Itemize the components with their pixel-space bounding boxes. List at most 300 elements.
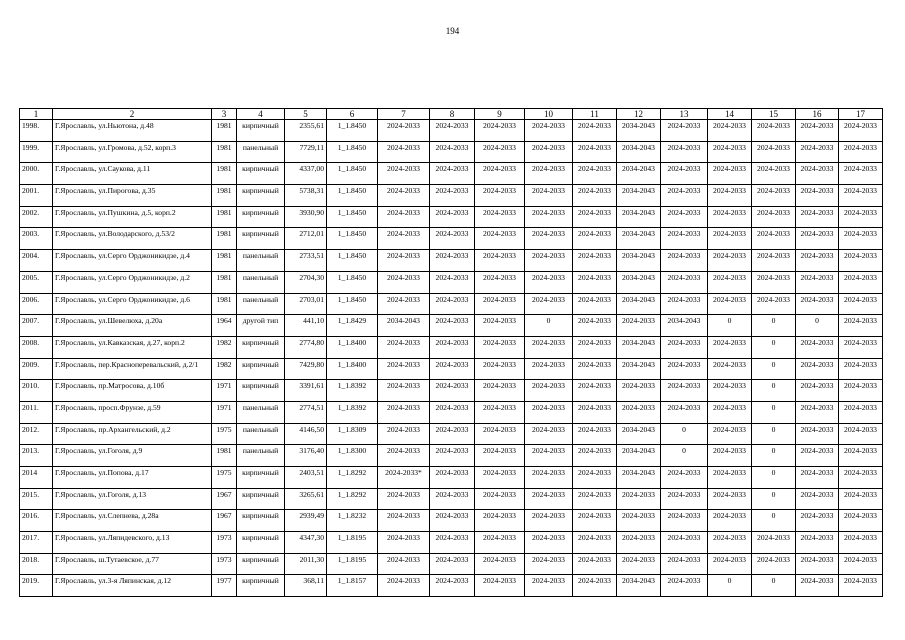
work-period-cell: 2024-2033: [708, 336, 752, 358]
work-period-cell: 2034-2043: [617, 206, 661, 228]
address-cell: Г.Ярославль, ул.Пушкина, д.5, корп.2: [53, 206, 212, 228]
work-period-cell: 2024-2033: [573, 423, 617, 445]
work-period-cell: 2024-2033: [573, 141, 617, 163]
work-period-cell: 2024-2033: [525, 163, 573, 185]
work-period-cell: 2024-2033: [525, 271, 573, 293]
work-period-cell: 2024-2033: [430, 510, 475, 532]
column-number-header: 6: [327, 109, 378, 120]
address-cell: Г.Ярославль, ул.Ляпидевского, д.13: [53, 532, 212, 554]
table-row: [20, 315, 883, 337]
work-period-cell: 2024-2033: [839, 206, 883, 228]
work-period-cell: 2024-2033: [430, 401, 475, 423]
year-cell: 1971: [212, 380, 237, 402]
work-period-cell: 2024-2033: [617, 380, 661, 402]
work-period-cell: 2024-2033: [661, 271, 708, 293]
work-period-cell: 2024-2033: [573, 163, 617, 185]
priority-code-cell: 1_1.8157: [327, 575, 378, 597]
work-period-cell: 2024-2033: [839, 315, 883, 337]
wall-type-cell: панельный: [237, 423, 285, 445]
year-cell: 1981: [212, 120, 237, 142]
work-period-cell: 2024-2033: [796, 163, 839, 185]
work-period-cell: 2024-2033: [573, 185, 617, 207]
work-period-cell: 2024-2033: [708, 401, 752, 423]
wall-type-cell: другой тип: [237, 315, 285, 337]
address-cell: Г.Ярославль, пр.Матросова, д.10б: [53, 380, 212, 402]
work-period-cell: 2024-2033: [796, 488, 839, 510]
priority-code-cell: 1_1.8292: [327, 488, 378, 510]
work-period-cell: 2024-2033: [573, 445, 617, 467]
work-period-cell: 2024-2033: [378, 336, 430, 358]
work-period-cell: 2024-2033: [430, 575, 475, 597]
column-number-header: 12: [617, 109, 661, 120]
work-period-cell: 2024-2033: [752, 271, 796, 293]
work-period-cell: 2024-2033: [525, 293, 573, 315]
work-period-cell: 0: [752, 401, 796, 423]
work-period-cell: 2024-2033: [752, 553, 796, 575]
address-cell: Г.Ярославль, ул.Ньютона, д.48: [53, 120, 212, 142]
year-cell: 1975: [212, 467, 237, 489]
work-period-cell: 2024-2033: [573, 380, 617, 402]
wall-type-cell: панельный: [237, 293, 285, 315]
work-period-cell: 2024-2033: [378, 228, 430, 250]
address-cell: Г.Ярославль, ул.3-я Ляпинская, д.12: [53, 575, 212, 597]
area-cell: 7729,11: [285, 141, 327, 163]
work-period-cell: 2024-2033: [661, 553, 708, 575]
wall-type-cell: панельный: [237, 271, 285, 293]
work-period-cell: 2024-2033: [796, 423, 839, 445]
work-period-cell: 2024-2033: [430, 445, 475, 467]
work-period-cell: 2024-2033: [475, 315, 525, 337]
work-period-cell: 0: [661, 423, 708, 445]
work-period-cell: 2024-2033: [525, 510, 573, 532]
work-period-cell: 2024-2033: [839, 401, 883, 423]
work-period-cell: 2024-2033: [796, 250, 839, 272]
table-body: [20, 120, 883, 597]
year-cell: 1967: [212, 510, 237, 532]
work-period-cell: 2024-2033: [617, 488, 661, 510]
column-number-header: 16: [796, 109, 839, 120]
work-period-cell: 2024-2033: [839, 510, 883, 532]
area-cell: 3391,61: [285, 380, 327, 402]
wall-type-cell: кирпичный: [237, 510, 285, 532]
work-period-cell: 2024-2033: [430, 380, 475, 402]
table-row: [20, 488, 883, 510]
priority-code-cell: 1_1.8450: [327, 250, 378, 272]
work-period-cell: 0: [661, 445, 708, 467]
work-period-cell: 2024-2033: [661, 163, 708, 185]
row-number-cell: 2015.: [20, 488, 53, 510]
work-period-cell: 2034-2043: [617, 423, 661, 445]
row-number-cell: 2014: [20, 467, 53, 489]
work-period-cell: 2024-2033: [617, 510, 661, 532]
work-period-cell: 2024-2033: [475, 423, 525, 445]
wall-type-cell: кирпичный: [237, 532, 285, 554]
year-cell: 1982: [212, 336, 237, 358]
table-row: [20, 228, 883, 250]
work-period-cell: 2024-2033: [708, 510, 752, 532]
priority-code-cell: 1_1.8309: [327, 423, 378, 445]
area-cell: 2939,49: [285, 510, 327, 532]
work-period-cell: 2034-2043: [617, 445, 661, 467]
work-period-cell: 2024-2033: [430, 271, 475, 293]
table-row: [20, 510, 883, 532]
work-period-cell: 2024-2033: [573, 206, 617, 228]
work-period-cell: 2024-2033: [378, 510, 430, 532]
work-period-cell: 2024-2033: [475, 380, 525, 402]
work-period-cell: 2024-2033: [617, 401, 661, 423]
work-period-cell: 2034-2043: [617, 250, 661, 272]
work-period-cell: 2024-2033: [708, 293, 752, 315]
work-period-cell: 2024-2033: [378, 445, 430, 467]
column-number-header: 5: [285, 109, 327, 120]
table-row: [20, 336, 883, 358]
wall-type-cell: кирпичный: [237, 163, 285, 185]
work-period-cell: 2024-2033: [796, 206, 839, 228]
work-period-cell: 2024-2033: [752, 293, 796, 315]
work-period-cell: 2024-2033: [430, 553, 475, 575]
work-period-cell: 2024-2033: [573, 575, 617, 597]
column-number-header: 7: [378, 109, 430, 120]
column-number-header: 15: [752, 109, 796, 120]
table-row: [20, 358, 883, 380]
work-period-cell: 0: [752, 445, 796, 467]
priority-code-cell: 1_1.8195: [327, 553, 378, 575]
wall-type-cell: кирпичный: [237, 488, 285, 510]
row-number-cell: 2008.: [20, 336, 53, 358]
work-period-cell: 2024-2033: [525, 336, 573, 358]
work-period-cell: 2024-2033: [378, 271, 430, 293]
year-cell: 1981: [212, 228, 237, 250]
priority-code-cell: 1_1.8400: [327, 358, 378, 380]
table-row: [20, 553, 883, 575]
row-number-cell: 2002.: [20, 206, 53, 228]
year-cell: 1981: [212, 185, 237, 207]
work-period-cell: 2024-2033: [378, 380, 430, 402]
work-period-cell: 2024-2033: [752, 206, 796, 228]
work-period-cell: 0: [752, 575, 796, 597]
priority-code-cell: 1_1.8450: [327, 293, 378, 315]
work-period-cell: 2024-2033: [839, 271, 883, 293]
work-period-cell: 2024-2033: [839, 185, 883, 207]
work-period-cell: 0: [752, 336, 796, 358]
work-period-cell: 2024-2033: [573, 532, 617, 554]
work-period-cell: 2024-2033: [475, 141, 525, 163]
work-period-cell: 2024-2033: [796, 228, 839, 250]
year-cell: 1981: [212, 206, 237, 228]
work-period-cell: 2024-2033: [708, 488, 752, 510]
work-period-cell: 2024-2033: [708, 250, 752, 272]
column-number-header: 13: [661, 109, 708, 120]
work-period-cell: 2024-2033: [430, 488, 475, 510]
work-period-cell: 2024-2033: [708, 206, 752, 228]
work-period-cell: 2024-2033: [708, 228, 752, 250]
work-period-cell: 0: [525, 315, 573, 337]
work-period-cell: 2024-2033: [430, 315, 475, 337]
work-period-cell: 2024-2033: [525, 120, 573, 142]
work-period-cell: 2024-2033: [661, 358, 708, 380]
work-period-cell: 2024-2033: [661, 532, 708, 554]
work-period-cell: 0: [752, 380, 796, 402]
work-period-cell: 2024-2033: [796, 575, 839, 597]
work-period-cell: 2024-2033: [708, 553, 752, 575]
address-cell: Г.Ярославль, ул.Володарского, д.53/2: [53, 228, 212, 250]
wall-type-cell: кирпичный: [237, 358, 285, 380]
row-number-cell: 2011.: [20, 401, 53, 423]
area-cell: 2704,30: [285, 271, 327, 293]
priority-code-cell: 1_1.8292: [327, 467, 378, 489]
work-period-cell: 2034-2043: [378, 315, 430, 337]
work-period-cell: 2024-2033: [430, 293, 475, 315]
row-number-cell: 2018.: [20, 553, 53, 575]
work-period-cell: 2034-2043: [617, 228, 661, 250]
address-cell: Г.Ярославль, ул.Саукова, д.11: [53, 163, 212, 185]
work-period-cell: 2024-2033: [661, 575, 708, 597]
work-period-cell: 2024-2033: [839, 358, 883, 380]
area-cell: 2355,61: [285, 120, 327, 142]
work-period-cell: 2034-2043: [617, 293, 661, 315]
work-period-cell: 2024-2033: [525, 380, 573, 402]
work-period-cell: 2024-2033: [475, 488, 525, 510]
work-period-cell: 2024-2033: [378, 163, 430, 185]
work-period-cell: 2024-2033: [430, 185, 475, 207]
work-period-cell: 2024-2033: [475, 336, 525, 358]
work-period-cell: 2024-2033: [573, 315, 617, 337]
work-period-cell: 2024-2033: [752, 228, 796, 250]
work-period-cell: 0: [752, 467, 796, 489]
work-period-cell: 2024-2033: [708, 185, 752, 207]
work-period-cell: 2024-2033: [573, 271, 617, 293]
year-cell: 1981: [212, 250, 237, 272]
work-period-cell: 2024-2033: [708, 532, 752, 554]
work-period-cell: 2024-2033: [525, 228, 573, 250]
work-period-cell: 2024-2033: [796, 336, 839, 358]
address-cell: Г.Ярославль, ул.Серго Орджоникидзе, д.6: [53, 293, 212, 315]
work-period-cell: 2024-2033: [573, 401, 617, 423]
work-period-cell: 2024-2033: [475, 185, 525, 207]
work-period-cell: 2024-2033: [796, 510, 839, 532]
wall-type-cell: панельный: [237, 141, 285, 163]
row-number-cell: 2000.: [20, 163, 53, 185]
work-period-cell: 2024-2033: [661, 228, 708, 250]
work-period-cell: 2024-2033: [475, 293, 525, 315]
row-number-cell: 2004.: [20, 250, 53, 272]
wall-type-cell: панельный: [237, 250, 285, 272]
work-period-cell: 2024-2033: [525, 358, 573, 380]
housing-registry-table: [19, 108, 883, 597]
work-period-cell: 2024-2033: [752, 120, 796, 142]
work-period-cell: 0: [752, 510, 796, 532]
year-cell: 1971: [212, 401, 237, 423]
work-period-cell: 2024-2033: [839, 336, 883, 358]
work-period-cell: 2024-2033: [525, 423, 573, 445]
work-period-cell: 2024-2033: [525, 445, 573, 467]
work-period-cell: 2024-2033: [430, 336, 475, 358]
work-period-cell: 2024-2033: [475, 532, 525, 554]
table-row: [20, 250, 883, 272]
work-period-cell: 2024-2033: [475, 163, 525, 185]
row-number-cell: 2003.: [20, 228, 53, 250]
work-period-cell: 2024-2033: [475, 206, 525, 228]
work-period-cell: 2034-2043: [617, 141, 661, 163]
work-period-cell: 0: [752, 315, 796, 337]
wall-type-cell: кирпичный: [237, 575, 285, 597]
work-period-cell: 2024-2033: [573, 467, 617, 489]
work-period-cell: 2024-2033: [475, 228, 525, 250]
column-number-header: 10: [525, 109, 573, 120]
work-period-cell: 2024-2033: [661, 336, 708, 358]
work-period-cell: 2024-2033: [661, 141, 708, 163]
table-row: [20, 271, 883, 293]
work-period-cell: 2024-2033: [475, 358, 525, 380]
address-cell: Г.Ярославль, ул.Шевелюха, д.20а: [53, 315, 212, 337]
work-period-cell: 2024-2033: [475, 445, 525, 467]
work-period-cell: 2024-2033: [475, 510, 525, 532]
wall-type-cell: кирпичный: [237, 467, 285, 489]
work-period-cell: 2024-2033: [661, 488, 708, 510]
work-period-cell: 0: [752, 358, 796, 380]
work-period-cell: 2024-2033: [708, 163, 752, 185]
work-period-cell: 2024-2033: [708, 271, 752, 293]
work-period-cell: 2024-2033: [475, 401, 525, 423]
work-period-cell: 2024-2033: [839, 445, 883, 467]
work-period-cell: 2024-2033: [475, 120, 525, 142]
work-period-cell: 2024-2033: [661, 510, 708, 532]
work-period-cell: 2024-2033: [573, 510, 617, 532]
address-cell: Г.Ярославль, ул.Серго Орджоникидзе, д.2: [53, 271, 212, 293]
priority-code-cell: 1_1.8450: [327, 185, 378, 207]
table-row: [20, 467, 883, 489]
work-period-cell: 2024-2033: [752, 185, 796, 207]
work-period-cell: 2024-2033: [573, 336, 617, 358]
priority-code-cell: 1_1.8392: [327, 380, 378, 402]
work-period-cell: 2024-2033: [839, 228, 883, 250]
work-period-cell: 2024-2033: [573, 553, 617, 575]
work-period-cell: 2024-2033: [708, 141, 752, 163]
year-cell: 1967: [212, 488, 237, 510]
work-period-cell: 2024-2033: [525, 401, 573, 423]
work-period-cell: 2024-2033: [839, 467, 883, 489]
column-number-row: [20, 109, 883, 120]
area-cell: 7429,80: [285, 358, 327, 380]
row-number-cell: 2016.: [20, 510, 53, 532]
address-cell: Г.Ярославль, ул.Гоголя, д.9: [53, 445, 212, 467]
work-period-cell: 2024-2033: [661, 380, 708, 402]
table-row: [20, 445, 883, 467]
priority-code-cell: 1_1.8232: [327, 510, 378, 532]
priority-code-cell: 1_1.8450: [327, 228, 378, 250]
work-period-cell: 2024-2033: [796, 271, 839, 293]
wall-type-cell: панельный: [237, 445, 285, 467]
table-row: [20, 141, 883, 163]
priority-code-cell: 1_1.8400: [327, 336, 378, 358]
priority-code-cell: 1_1.8450: [327, 141, 378, 163]
priority-code-cell: 1_1.8300: [327, 445, 378, 467]
address-cell: Г.Ярославль, просп.Фрунзе, д.59: [53, 401, 212, 423]
row-number-cell: 2007.: [20, 315, 53, 337]
row-number-cell: 2005.: [20, 271, 53, 293]
work-period-cell: 2024-2033: [430, 358, 475, 380]
work-period-cell: 2024-2033: [573, 488, 617, 510]
area-cell: 4347,30: [285, 532, 327, 554]
work-period-cell: 2024-2033: [617, 532, 661, 554]
work-period-cell: 0: [708, 575, 752, 597]
work-period-cell: 2024-2033: [525, 467, 573, 489]
work-period-cell: 2024-2033: [525, 532, 573, 554]
work-period-cell: 2024-2033: [661, 401, 708, 423]
area-cell: 2011,30: [285, 553, 327, 575]
work-period-cell: 2024-2033: [378, 141, 430, 163]
wall-type-cell: кирпичный: [237, 553, 285, 575]
address-cell: Г.Ярославль, пер.Красноперевальский, д.2/1: [53, 358, 212, 380]
area-cell: 3930,90: [285, 206, 327, 228]
year-cell: 1977: [212, 575, 237, 597]
address-cell: Г.Ярославль, ул.Слепнева, д.28а: [53, 510, 212, 532]
work-period-cell: 2024-2033: [796, 401, 839, 423]
work-period-cell: 2024-2033: [661, 185, 708, 207]
row-number-cell: 1998.: [20, 120, 53, 142]
address-cell: Г.Ярославль, ул.Попова, д.17: [53, 467, 212, 489]
work-period-cell: 2024-2033: [796, 120, 839, 142]
work-period-cell: 2024-2033: [839, 120, 883, 142]
work-period-cell: 2024-2033: [378, 488, 430, 510]
work-period-cell: 2024-2033: [475, 575, 525, 597]
address-cell: Г.Ярославль, ул.Гоголя, д.13: [53, 488, 212, 510]
work-period-cell: 2024-2033: [708, 358, 752, 380]
table-row: [20, 532, 883, 554]
address-cell: Г.Ярославль, ул.Серго Орджоникидзе, д.4: [53, 250, 212, 272]
row-number-cell: 2009.: [20, 358, 53, 380]
work-period-cell: 2024-2033: [378, 206, 430, 228]
area-cell: 368,11: [285, 575, 327, 597]
area-cell: 2403,51: [285, 467, 327, 489]
column-number-header: 17: [839, 109, 883, 120]
area-cell: 5738,31: [285, 185, 327, 207]
work-period-cell: 2034-2043: [617, 163, 661, 185]
year-cell: 1964: [212, 315, 237, 337]
work-period-cell: 2024-2033: [475, 271, 525, 293]
work-period-cell: 2024-2033: [796, 380, 839, 402]
year-cell: 1981: [212, 141, 237, 163]
work-period-cell: 2024-2033: [796, 532, 839, 554]
row-number-cell: 2013.: [20, 445, 53, 467]
work-period-cell: 0: [752, 423, 796, 445]
work-period-cell: 2024-2033: [430, 423, 475, 445]
work-period-cell: 2034-2043: [617, 467, 661, 489]
work-period-cell: 2024-2033: [475, 553, 525, 575]
row-number-cell: 2006.: [20, 293, 53, 315]
work-period-cell: 2024-2033: [661, 206, 708, 228]
work-period-cell: 2024-2033: [430, 141, 475, 163]
table-row: [20, 120, 883, 142]
work-period-cell: 2024-2033: [661, 120, 708, 142]
priority-code-cell: 1_1.8450: [327, 163, 378, 185]
work-period-cell: 2024-2033: [752, 250, 796, 272]
area-cell: 2774,80: [285, 336, 327, 358]
work-period-cell: 2024-2033: [708, 120, 752, 142]
work-period-cell: 2024-2033*: [378, 467, 430, 489]
wall-type-cell: кирпичный: [237, 185, 285, 207]
address-cell: Г.Ярославль, ул.Громова, д.52, корп.3: [53, 141, 212, 163]
row-number-cell: 2019.: [20, 575, 53, 597]
area-cell: 441,10: [285, 315, 327, 337]
year-cell: 1981: [212, 271, 237, 293]
work-period-cell: 2024-2033: [708, 380, 752, 402]
work-period-cell: 2024-2033: [430, 250, 475, 272]
year-cell: 1973: [212, 532, 237, 554]
work-period-cell: 2024-2033: [839, 141, 883, 163]
area-cell: 2703,01: [285, 293, 327, 315]
work-period-cell: 2024-2033: [752, 141, 796, 163]
